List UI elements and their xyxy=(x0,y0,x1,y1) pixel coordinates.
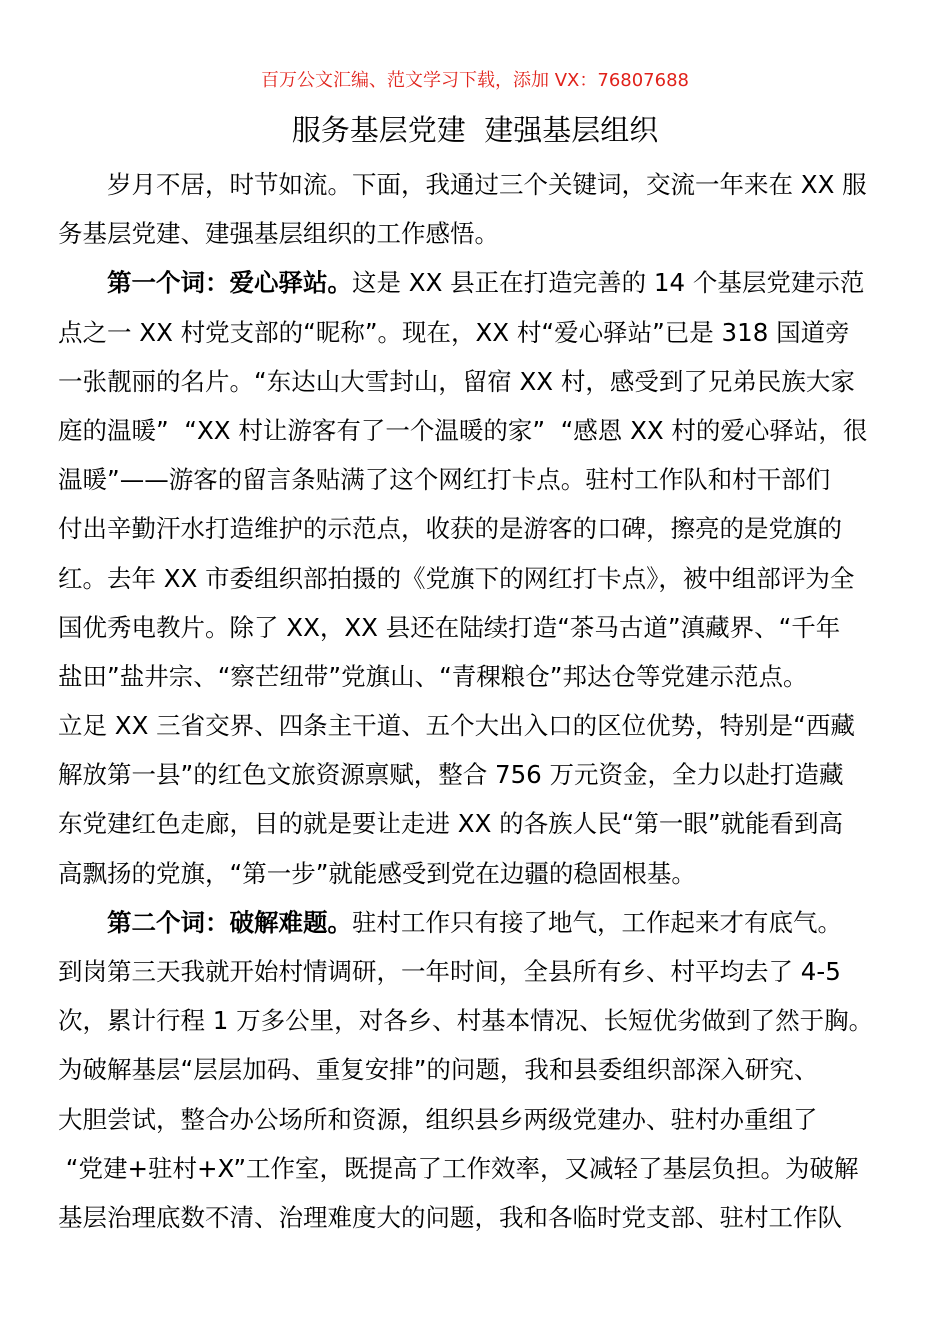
paragraph-2-line: 一张靓丽的名片。“东达山大雪封山，留宿 XX 村，感受到了兄弟民族大家 xyxy=(58,366,855,396)
paragraph-3-line xyxy=(58,898,894,947)
keyword-heading-1: 第一个词：爱心驿站。 xyxy=(107,268,352,298)
paragraph-3-line: 到岗第三天我就开始村情调研，一年时间，全县所有乡、村平均去了 4-5 xyxy=(58,957,841,986)
paragraph-2-line: 红。去年 XX 市委组织部拍摄的《党旗下的网红打卡点》，被中组部评为全 xyxy=(58,563,855,593)
paragraph-2-line xyxy=(58,258,894,307)
paragraph-2-line: 盐田”盐井宗、“察芒纽带”党旗山、“青稞粮仓”邦达仓等党建示范点。 xyxy=(58,661,808,691)
paragraph-2-line: 点之一 XX 村党支部的“昵称”。现在，XX 村“爱心驿站”已是 318 国道旁 xyxy=(58,317,850,347)
paragraph-1-line: 岁月不居，时节如流。下面，我通过三个关键词，交流一年来在 XX 服 xyxy=(107,170,867,199)
paragraph-3-line: “党建+驻村+X”工作室，既提高了工作效率，又减轻了基层负担。为破解 xyxy=(58,1153,859,1183)
paragraph-2-line: 庭的温暖” “XX 村让游客有了一个温暖的家” “感恩 XX 村的爱心驿站，很 xyxy=(58,415,868,445)
paragraph-2-line: 解放第一县”的红色文旅资源禀赋，整合 756 万元资金，全力以赴打造藏 xyxy=(58,760,844,790)
watermark-header: 百万公文汇编、范文学习下载，添加 VX：76807688 xyxy=(261,70,689,91)
paragraph-3-line: 基层治理底数不清、治理难度大的问题，我和各临时党支部、驻村工作队 xyxy=(58,1202,842,1232)
paragraph-3-line: 大胆尝试，整合办公场所和资源，组织县乡两级党建办、驻村办重组了 xyxy=(58,1104,818,1134)
paragraph-2-line: 温暖”——游客的留言条贴满了这个网红打卡点。驻村工作队和村干部们 xyxy=(58,465,831,495)
paragraph-1-line: 务基层党建、建强基层组织的工作感悟。 xyxy=(58,219,499,249)
paragraph-2-line: 付出辛勤汗水打造维护的示范点，收获的是游客的口碑，擦亮的是党旗的 xyxy=(58,514,842,544)
paragraph-text: 驻村工作只有接了地气，工作起来才有底气。 xyxy=(352,907,842,937)
paragraph-3-line: 为破解基层“层层加码、重复安排”的问题，我和县委组织部深入研究、 xyxy=(58,1055,819,1085)
paragraph-2-line: 高飘扬的党旗，“第一步”就能感受到党在边疆的稳固根基。 xyxy=(58,858,696,888)
paragraph-text: 这是 XX 县正在打造完善的 14 个基层党建示范 xyxy=(352,268,865,298)
paragraph-2-line: 东党建红色走廊，目的就是要让走进 XX 的各族人民“第一眼”就能看到高 xyxy=(58,809,844,839)
paragraph-2-line: 国优秀电教片。除了 XX，XX 县还在陆续打造“茶马古道”滇藏界、“千年 xyxy=(58,612,841,642)
paragraph-3-line: 次，累计行程 1 万多公里，对各乡、村基本情况、长短优劣做到了然于胸。 xyxy=(58,1006,874,1036)
document-body xyxy=(58,160,894,1242)
page-title: 服务基层党建 建强基层组织 xyxy=(291,113,659,147)
keyword-heading-2: 第二个词：破解难题。 xyxy=(107,907,352,937)
paragraph-2-line: 立足 XX 三省交界、四条主干道、五个大出入口的区位优势，特别是“西藏 xyxy=(58,711,855,741)
